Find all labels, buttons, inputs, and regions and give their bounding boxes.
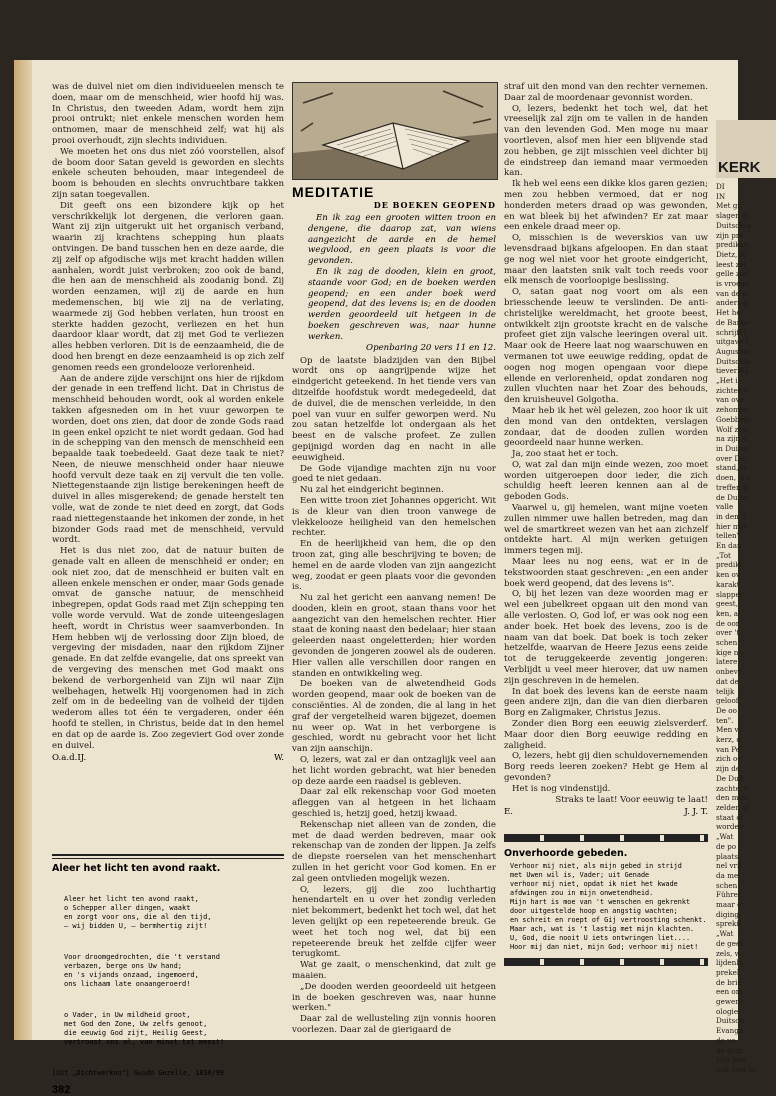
decorative-bar [504, 958, 708, 966]
column-4-line: geloof [716, 696, 739, 706]
quote-paragraph: En ik zag een grooten witten troon en dengene, die daarop zat, van wiens aangezicht de aarde en de hemel wegvlood, en geen plaats is voor die gevonden. [308, 213, 496, 267]
signature-right: J. J. T. [684, 807, 708, 818]
paragraph: Daar zal de wellusteling zijn vonnis hooren voorlezen. Daar zal de gierigaard de [292, 1014, 496, 1035]
paragraph: O, lezers, wat zal er dan ontzaglijk veel aan het licht worden gebracht, wat hier beneden op deze aarde een raadsel is gebleven. [292, 755, 496, 787]
column-4-line: Goebbels [716, 414, 750, 424]
meditatie-title: MEDITATIE [292, 184, 375, 200]
column-4-line: Duitsch [716, 1016, 744, 1026]
paragraph: Daar zal elk rekenschap voor God moeten afleggen van al hetgeen in het lichaam geschied is, hetzij goed, hetzij kwaad. [292, 787, 496, 820]
column-4-line: IN [716, 191, 726, 201]
paragraph: Nu zal het eindgericht beginnen. [300, 485, 444, 496]
poem-stanza: Voor droomgedrochten, die 't verstand verbazen, berge ons Uw hand; en 's vijands onzaad, ingemoerd, ons lichaam late onaangeroerd! [64, 953, 220, 988]
column-4-line: is vroege [716, 279, 750, 289]
poem-line: Hoor mij dan niet, mijn God; verhoor mij niet! [510, 943, 699, 951]
column-4-line: gelle zóó [716, 269, 749, 279]
column-4-line: zichten v [716, 385, 749, 395]
poem-text [64, 877, 284, 1069]
column-4-line: onbevr [716, 667, 742, 677]
column-4-line: En dan [716, 541, 742, 551]
magazine-page [14, 60, 761, 1096]
decorative-bar [504, 834, 708, 842]
column-4-line: de po [716, 841, 737, 851]
open-book-icon [293, 83, 497, 179]
column-4-line: zich oc [716, 754, 742, 764]
column-4-line: DI [716, 182, 725, 191]
signature-left: E. [504, 807, 514, 818]
column-4-line: worden. [716, 822, 746, 832]
paragraph: Ja, zoo staat het er toch. [512, 449, 619, 460]
kerk-header-image [716, 120, 776, 178]
poem-line: door uitgestelde hoop en angstig wachten; [510, 907, 678, 915]
signature-right: W. [273, 753, 284, 764]
column-4-line: schen [716, 880, 738, 890]
column-4-line: zelden of [716, 803, 750, 812]
column-4-line: doen, is t [716, 473, 750, 483]
column-3 [504, 82, 708, 822]
column-4-line: karakt [716, 579, 740, 589]
column-4-line: den mon [716, 793, 748, 803]
column-4-line: zijn pre [716, 230, 744, 240]
paragraph: Vaarwel u, gij hemelen, want mijne voeten zullen nimmer uwe hallen betreden, mag dan wel de smartkreet wezen van het aan zichzelf ontdekte hart. Al mijn werken getuigen immers tegen mij. [504, 503, 708, 557]
column-4-line: lijdenlu [716, 958, 744, 968]
unheard-title: Onverhoorde gebeden. [504, 848, 628, 859]
column-4-line: na zijn v [716, 434, 747, 444]
column-2 [292, 82, 496, 1035]
column-4-line: ook veel m [716, 1064, 756, 1074]
paragraph: We moeten het ons dus niet zóó voorstellen, alsof de boom door Satan geveld is geworden en slechts enkele scheuten behouden, maar integendeel de boom is behouden en slechts onvruchtbare takken zijn satan toegevallen. [52, 146, 284, 200]
paragraph: O, wat zal dan mijn einde wezen, zoo moet worden uitgeroepen door ieder, die zich schuldig heeft leeren kennen aan al de geboden Gods. [504, 459, 708, 503]
poem-line: afdwingen zou in mijn onwetendheid. [510, 889, 654, 897]
paragraph: O, lezers, hebt gij dien schuldovernemenden Borg reeds leeren zoeken? Hebt ge Hem al gevonden? [504, 751, 708, 783]
column-4-line: ten". [716, 715, 734, 725]
column-4-line: Een hee [716, 1055, 746, 1065]
column-4-line: treffen h [716, 482, 748, 492]
column-4-line: sprekil [716, 919, 741, 929]
column-4-line: van de p [716, 288, 747, 298]
column-4-line: over Dui [716, 453, 748, 463]
column-4-line: tellen". [716, 531, 743, 541]
column-1-signature [52, 753, 284, 763]
column-4-line: kige n [716, 647, 739, 657]
column-4-line: de gom [716, 1045, 743, 1055]
column-3-text [504, 82, 708, 805]
column-4-line: een om [716, 987, 743, 997]
meditatie-subtitle: DE BOEKEN GEOPEND [373, 200, 496, 210]
column-4-line: predikt [716, 560, 743, 570]
poem-stanza: o Vader, in Uw mildheid groot, met God den Zone, Uw zelfs genoot, die eeuwig God zijt, Heilig Geest, vertroost ons al, van minst tot meest! [64, 1011, 225, 1046]
column-4-line: zels, w [716, 948, 741, 958]
column-4-line: predikan [716, 240, 749, 250]
column-4-line: in den b [716, 511, 746, 521]
column-4-line: de geel [716, 938, 743, 948]
column-4-line: schrijft i [716, 327, 747, 337]
column-4-line: Men v [716, 725, 739, 735]
column-4-line: „Wat [716, 929, 734, 939]
column-4-line: „Tot [716, 550, 731, 560]
paragraph: Ik heb wel eens een dikke klos garen gezien; men zou hebben vermoed, dat er nog honderden meters draad op was gewonden, en wat bleek bij het afwinden? Er zat maar een enkele draad meer op. [504, 179, 708, 233]
column-4-line: de oor [716, 618, 740, 628]
column-4-line: plaats [716, 851, 739, 861]
signature-left: O.a.d.IJ. [52, 753, 87, 764]
column-4-line: de Duitsc [716, 492, 751, 502]
column-4-line: Duitschla [716, 220, 751, 230]
column-4-line: zachte, v [716, 783, 749, 793]
paragraph: O, lezers, gij die zoo luchthartig henendartelt en u over het zondig verleden niet bekommert, bedenkt het toch wel, dat het leven gelijkt op een repeteerende breuk. Ge weet het toch nog wel, dat bij een repeteerende breuk het zelfde cijfer weer terugkomt. [292, 884, 496, 960]
column-4-line: Dietz, Ki [716, 249, 748, 259]
meditatie-text [292, 356, 496, 1036]
kerk-header: KERK [718, 159, 761, 176]
paragraph: Wat ge zaait, o menschenkind, dat zult ge maaien. [292, 960, 496, 981]
column-4-line: slapper [716, 589, 744, 599]
paragraph: Het is dus niet zoo, dat de natuur buiten de genade valt en alleen de menschheid er onder; en ook niet zoo, dat de menschheid er buiten valt en alleen enkele menschen er onder, maar Gods genade omvat de gansche natuur, de menschheid inbegrepen, opdat Gods raad met Zijn schepping ten volle worde vervuld. Wat de zonde uiteengeslagen heeft, wordt in Christus weer saamverbonden. In Hem hebben wij de verlossing door Zijn bloed, de vergeving der misdaden, naar den rijkdom Zijner genade. En dat zelfde evangelie, dat ons spreekt van de vergeving des menschen met God maakt ons bekend de verborgenheid van Zijn wil naar Zijn welbehagen, hetwelk Hij voorgenomen had in zich zelf om in de bedeeling van de volheid der tijden wederom alles tot één te vergaderen, onder één hoofd te stellen, in Christus, beide dat in den hemel en dat op de aarde is. Zoo zegeviert God over zonde en duivel. [52, 546, 284, 751]
poem-title: Aleer het licht ten avond raakt. [52, 863, 221, 874]
paragraph: Zonder dien Borg een eeuwig zielsverderf. Maar door dien Borg eeuwige redding en zaligheid. [504, 719, 708, 751]
poem-line: Maar ach, wat is 't lastig met mijn klachten. [510, 925, 695, 933]
column-4-line: zijn de [716, 764, 741, 774]
paragraph: Op de laatste bladzijden van den Bijbel wordt ons op aangrijpende wijze het eindgericht geteekend. In het tiende vers van ditzelfde hoofdstuk wordt medegedeeld, dat de duivel, die de menschen verleidde, in den poel van vuur en sulfer geworpen werd. Nu zou satan hetzelfde lot ondergaan als het beest en de valsche profeet. Ze zullen gepijnigd worden dag en nacht in alle eeuwigheid. [292, 355, 496, 463]
divider [52, 854, 284, 859]
column-4-line: diging, [716, 909, 742, 919]
poem-line: verhoor mij niet, opdat ik niet het kwade [510, 880, 678, 888]
quote-paragraph: En ik zag de dooden, klein en groot, staande voor God; en de boeken werden geopend; en een ander boek werd geopend, dat des levens is; en de dooden werden geoordeeld uit hetgeen in de boeken geschreven was, naar hunne werken. [308, 266, 496, 342]
column-4-line: slagen oj [716, 211, 749, 221]
column-4-line: tieverblij [716, 366, 749, 376]
column-4-line: „Het i [716, 376, 738, 386]
column-4-line: de vo [716, 1035, 736, 1045]
column-4-line: latere [716, 657, 738, 667]
column-4-line: Duitschla [716, 356, 751, 366]
column-4-line: in Duitsc [716, 443, 749, 453]
column-4-line: Augustus [716, 346, 750, 356]
column-4-line: ologie [716, 1006, 739, 1016]
paragraph: In dat boek des levens kan de eerste naam geen andere zijn, dan die van dien dierbaren Borg en Zaligmaker, Christus Jezus. [504, 686, 708, 719]
paragraph: De Gode vijandige machten zijn nu voor goed te niet gedaan. [292, 463, 496, 485]
column-4-line: Evange [716, 1026, 744, 1036]
column-4-line: ken ov [716, 570, 740, 580]
column-4-line: maar e [716, 900, 742, 910]
column-3-signature [504, 807, 708, 817]
paragraph: Rekenschap niet alleen van de zonden, die met de daad werden bedreven, maar ook rekenschap van de zonden der lippen. Ja zelfs de diepste roerselen van het menschenhart zullen in het gericht voor God komen. En er zal geen ontvlieden mogelijk wezen. [292, 819, 496, 884]
paragraph: was de duivel niet om dien individueelen mensch te doen, maar om de menschheid, wier hoofd hij was. In Christus, den tweeden Adam, wordt hem zijn prooi ontrukt; niet enkele menschen worden hem ontnomen, maar de menschheid zelf; wat hij als prooi overhoudt, zijn slechts individuen. [52, 82, 284, 146]
column-4-line: zehomer [716, 405, 748, 415]
column-4-line: Führer [716, 890, 742, 900]
column-4-line: ken, al [716, 608, 741, 618]
paragraph: O, lezers, bedenkt het toch wel, dat het vreeselijk zal zijn om te vallen in de handen van den levenden God. Men moge nu maar voortleven, alsof men hier een blijvende stad zou hebben, ge zijt misschien veel dichter bij de eindstreep dan iemand maar vermoeden kan. [504, 103, 708, 179]
page-number: 382 [52, 1084, 71, 1096]
column-4-line: De oo [716, 705, 737, 715]
column-4-line: Met gr [716, 201, 741, 211]
poem-line: met Uwen wil is, Vader; uit Genade [510, 871, 650, 879]
column-4-line: „Wat [716, 832, 734, 842]
column-4-line: valle [716, 502, 734, 512]
column-4-line: de brie [716, 977, 742, 987]
poem-source: [Uit „Dichtwerken"] Guido Gezelle, 1830/99 [52, 1069, 224, 1077]
paragraph: „De dooden werden geoordeeld uit hetgeen in de boeken geschreven was, naar hunne werken." [292, 981, 496, 1014]
paragraph: O, bij het lezen van deze woorden mag er wel een jubelkreet opgaan uit den mond van alle verlosten. O, God lof, er was ook nog een ander boek. Het boek des levens, zoo is de naam van dat boek. Dat boek is toch zeker hetzelfde, waarvan de Heere Jezus eens zeide tot de teruggekeerde zeventig jongeren: Verblijdt u veel meer hierover, dat uw namen zijn geschreven in de hemelen. [504, 589, 708, 686]
column-4-line: nel vrij [716, 861, 742, 871]
column-4-line: anders g [716, 298, 748, 308]
poem-line: U, God, die nooit U iets ontwringen liet.... [510, 934, 691, 942]
column-4-text [716, 182, 776, 1075]
column-4-line: stand, te [716, 463, 748, 473]
paragraph: En de heerlijkheid van hem, die op den troon zat, ging alle beschrijving te boven; de hemel en de aarde vloden van zijn aangezicht weg, zoodat er geen plaats voor die gevonden is. [292, 539, 496, 593]
column-4-line: staat of [716, 812, 744, 822]
poem-line: en schreit en roept of Gij vertroosting schenkt. [510, 916, 707, 924]
column-4-line: over 't [716, 628, 740, 638]
column-4-line: leest zal [716, 259, 747, 269]
column-4-line: Wolf zóó [716, 424, 747, 434]
paragraph: Het is nog vindenstijd. [512, 783, 611, 794]
column-4-line: de Barke [716, 317, 749, 327]
column-4-line: prekel [716, 967, 740, 977]
paragraph: De boeken van de alwetendheid Gods worden geopend, maar ook de boeken van de consciënties. Al de zonden, die al lang in het graf der vergetelheid waren bijgezet, doemen nu weer op. Wat in het verborgene is geschied, wordt nu gebracht voor het licht van zijn aanschijn. [292, 679, 496, 755]
paragraph: straf uit den mond van den rechter vernemen. Daar zal de moordenaar gevonnist worden. [504, 82, 708, 103]
paragraph: Maar heb ik het wèl gelezen, zoo hoor ik uit den mond van den ontdekten, verslagen zondaar, dat de dooden zullen worden geoordeeld naar hunne werken. [504, 405, 708, 449]
paragraph: Aan de andere zijde verschijnt ons hier de rijkdom der genade in een treffend licht. Dat in Christus de menschheid behouden wordt, ook al worden enkele takken afgesneden om in het vuur geworpen te worden, doet ons zien, dat door de zonde Gods raad in geen enkel opzicht te niet wordt gedaan. God had in de schepping van den mensch de menschheid een bepaalde taak toebedeeld. Gaat deze taak te niet? Neen, de nieuwe menschheid onder haar nieuwe hoofd vervult deze taak en zij vervult die ten volle. Niettegenstaande zijn listige berekeningen heeft de duivel in alles misgerekend; de genade herstelt ten volle, wat de zonde te niet deed en zorgt, dat Gods raad niettegenstaande het inkomen der zonde, in het bizonder Gods raad met de menschheid, vervuld wordt. [52, 373, 284, 546]
quote-reference: Openbaring 20 vers 11 en 12. [366, 342, 496, 353]
column-4-line: telijk [716, 686, 735, 696]
bible-quote [308, 213, 496, 343]
column-1-text [52, 82, 284, 751]
column-4-line: da me [716, 870, 739, 880]
poem-line: Verhoor mij niet, als mijn gebed in strijd [510, 862, 682, 870]
column-4-line: schen [716, 638, 738, 648]
column-4-cutoff [716, 120, 776, 1074]
paragraph: Dit geeft ons een bizondere kijk op het verschrikkelijk lot dergenen, die verloren gaan. Want zij zijn uitgerukt uit het organisch verband, waarin zij krachtens schepping hun plaats ontvingen. De band tusschen hen en deze aarde, die zij zelf op afgodische wijs met kracht hadden willen aanhalen, wordt juist verbroken; zoo ook de band, die hen aan de menschheid als zoodanig bond. Zij worden eenzamen, wijl zij de aarde en hun medemenschen, bij wie zij na de verlating, waarmede zij God hebben verlaten, hun troost en sterkte hadden gezocht, verliezen en het hun daardoor klaar wordt, dat zij met God te verliezen alles hebben verloren. Dit is de eenzaamheid, die de dood hen brengt en deze eenzaamheid is op zich zelf genomen reeds een grondelooze verlorenheid. [52, 200, 284, 373]
column-4-line: uitgave I [716, 337, 749, 347]
paragraph: Nu zal het gericht een aanvang nemen! De dooden, klein en groot, staan thans voor het aangezicht van den hemelschen rechter. Hier staat de koning naast den bedelaar; hier staan geleerden naast ongeletterden; hier worden gevonden de jongeren zoowel als de ouderen. Hier vallen alle verschillen door rangen en standen en ontwikkeling weg. [292, 593, 496, 679]
column-4-line: van ove [716, 395, 744, 405]
paragraph: O, misschien is de weverskios van uw levensdraad bijkans afgeloopen. En dan staat ge nog wel niet voor het groote eindgericht, maar den laatsten snik valt toch reeds voor elk mensch de voorloopige beslissing. [504, 233, 708, 287]
column-4-line: geest, [716, 599, 738, 609]
unheard-prayers-block [504, 828, 708, 972]
poem-line: Mijn hart is moe van 't wenschen en gekrenkt [510, 898, 691, 906]
paragraph: Straks te laat! Voor eeuwig te laat! [555, 794, 708, 805]
unheard-poem [510, 862, 708, 952]
paragraph: Een witte troon ziet Johannes opgericht. Wit is de kleur van dien troon vanwege de vlekkelooze heiligheid van den hemelschen rechter. [292, 495, 496, 539]
paragraph: Maar lees nu nog eens, wat er in de tekstwoorden staat geschreven: „en een ander boek werd geopend, dat des levens is". [504, 557, 708, 589]
column-4-line: gewent [716, 997, 743, 1007]
column-1 [52, 82, 284, 840]
column-4-line: Het he [716, 308, 741, 318]
open-book-illustration [292, 82, 498, 180]
column-4-line: van Pe [716, 744, 741, 754]
column-4-line: dat de [716, 676, 739, 686]
paragraph: O, satan gaat nog voort om als een briesschende leeuw te verslinden. De anti-christelijke wereldmacht, het groote beest, ontwikkelt zijn grootste kracht en de valsche profeet giet zijn valsche leeringen overal uit. Maar ook de Heere laat nog waarschuwen en vermanen tot uwe eeuwige redding, opdat de oogen nog mogen opengaan voor diepe ellende en verlorenheid, opdat zondaren nog zullen vluchten naar het Zoar des behouds, den kruisheuvel Golgotha. [504, 287, 708, 406]
column-4-line: kerz, d [716, 735, 742, 745]
column-4-line: hier met [716, 521, 747, 531]
poem-stanza: Aleer het licht ten avond raakt, o Schepper aller dingen, waakt en zorgt voor ons, die al den tijd, — wij bidden U, — bermhertig zijt! [64, 895, 212, 930]
column-4-line: De Duit [716, 773, 744, 783]
poem-block [52, 850, 284, 1096]
